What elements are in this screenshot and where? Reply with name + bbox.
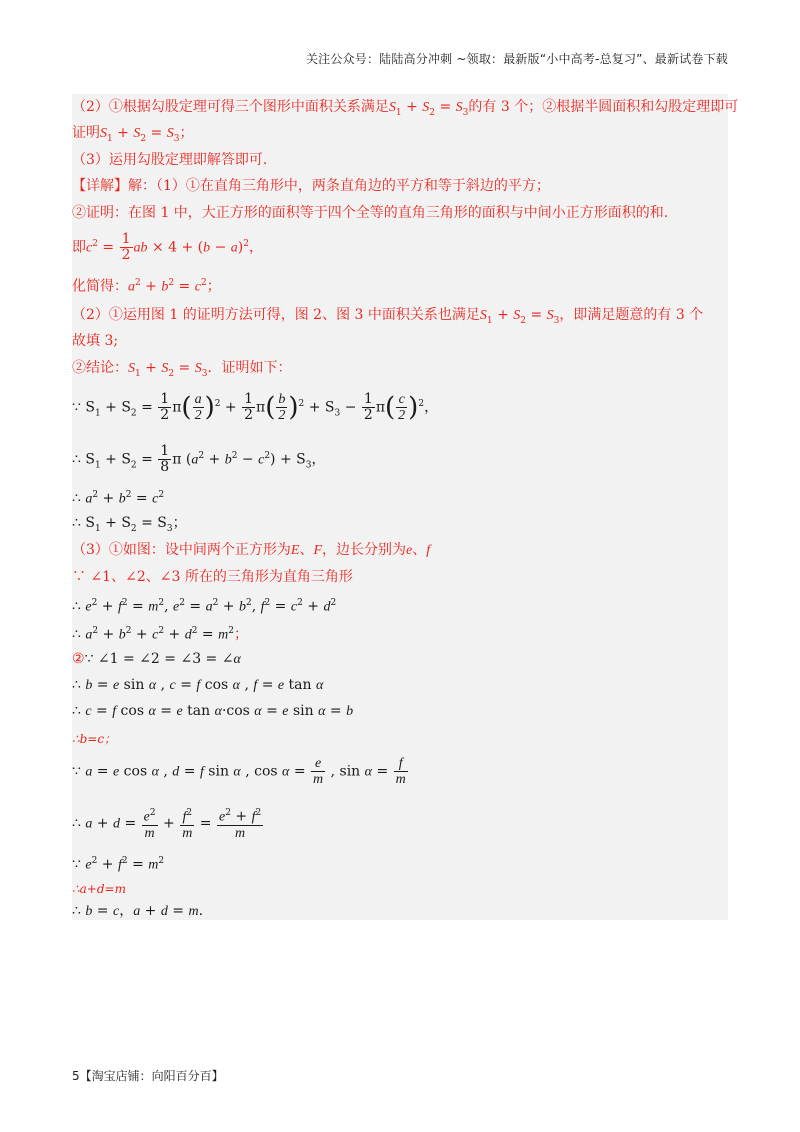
line-therefore-sum: ∴ $S_1 + S_2$ = $\frac{1}{8}$ π $(a^2 + b^2 - c^2) + S_3$， <box>72 443 326 475</box>
line-part2-analysis: （2）①根据勾股定理可得三个图形中面积关系满足$S_1 + S_2 = S_3$的有 3 个；②根据半圆面积和勾股定理即可 <box>72 99 739 118</box>
line-a-plus-d: ∴ a + d = $\frac{e^2}{m}$ + $\frac{f^2}{m}$ = $\frac{e^2 + f^2}{m}$ <box>72 808 262 841</box>
line-part3-setup: （3）①如图：设中间两个正方形为E、F，边长分别为e、f <box>72 542 431 558</box>
line-proof-fig1: ②证明：在图 1 中，大正方形的面积等于四个全等的直角三角形的面积与中间小正方形面积的和. <box>72 205 669 221</box>
line-proof-s: 证明$S_1 + S_2 = S_3$； <box>72 125 194 144</box>
line-detail-heading: 【详解】解：（1）①在直角三角形中，两条直角边的平方和等于斜边的平方； <box>72 178 550 194</box>
line-right-triangles: ∵ ∠1、∠2、∠3 所在的三角形为直角三角形 <box>72 569 353 585</box>
line-trig-ad: ∵ a = e cos α , d = f sin α , cos α = $\frac{e}{m}$ , sin α = $\frac{f}{m}$ <box>72 756 406 787</box>
line-final-result: ∴ b = c，a + d = m. <box>72 903 204 919</box>
line-a-plus-d-m: ∴a+d=m <box>72 882 126 896</box>
line-conclusion: ②结论：$S_1 + S_2 = S_3$．证明如下： <box>72 360 292 379</box>
line-b-eq-c: ∴b=c； <box>72 732 117 746</box>
line-part3-analysis: （3）运用勾股定理即解答即可. <box>72 152 268 168</box>
line-part2-method: （2）①运用图 1 的证明方法可得，图 2、图 3 中面积关系也满足$S_1 + S_2 = S_3$，即满足题意的有 3 个 <box>72 307 704 326</box>
line-pythagoras: ∴ $a^2 + b^2 = c^2$ <box>72 490 165 507</box>
solution-content <box>72 94 739 920</box>
page-header: 关注公众号：陆陆高分冲刺 ~领取：最新版“小中高考-总复习”、最新试卷下载 <box>305 52 728 66</box>
line-c-equals-b: ∴ c = f cos α = e tan α·cos α = e sin α = b <box>72 703 354 719</box>
line-e2-f2: ∵ $e^2 + f^2 = m^2$ <box>72 856 165 873</box>
line-angles-equal: ②∵ ∠1 = ∠2 = ∠3 = ∠α <box>72 651 241 667</box>
line-sum-squares: ∴ $a^2 + b^2 + c^2 + d^2 = m^2$； <box>72 626 248 643</box>
line-because-areas: ∵ $S_1 + S_2$ = $\frac{1}{2}$ π( $\frac{a}{2}$ )$^2$ + $\frac{1}{2}$ π( $\frac{b}{2}$ )$^2 + S_3$ − $\frac{1}{2}$ π( $\frac{c}{2}$ )$^2$， <box>72 391 439 423</box>
line-s-result: ∴ $S_1 + S_2 = S_3$； <box>72 515 187 534</box>
line-eq-squares: ∴ $e^2 + f^2 = m^2$, $e^2 = a^2 + b^2$, $f^2 = c^2 + d^2$ <box>72 598 337 615</box>
page-footer: 5【淘宝店铺：向阳百分百】 <box>72 1069 224 1083</box>
line-simplified: 化简得：$a^2 + b^2 = c^2$； <box>72 278 221 295</box>
line-equation-c2: 即$c^2$ = $\frac{1}{2}$ ab × $4 + (b - a)^2$， <box>72 231 263 263</box>
line-trig-bcf: ∴ b = e sin α , c = f cos α , f = e tan α <box>72 677 324 693</box>
line-fill-3: 故填 3; <box>72 333 119 349</box>
